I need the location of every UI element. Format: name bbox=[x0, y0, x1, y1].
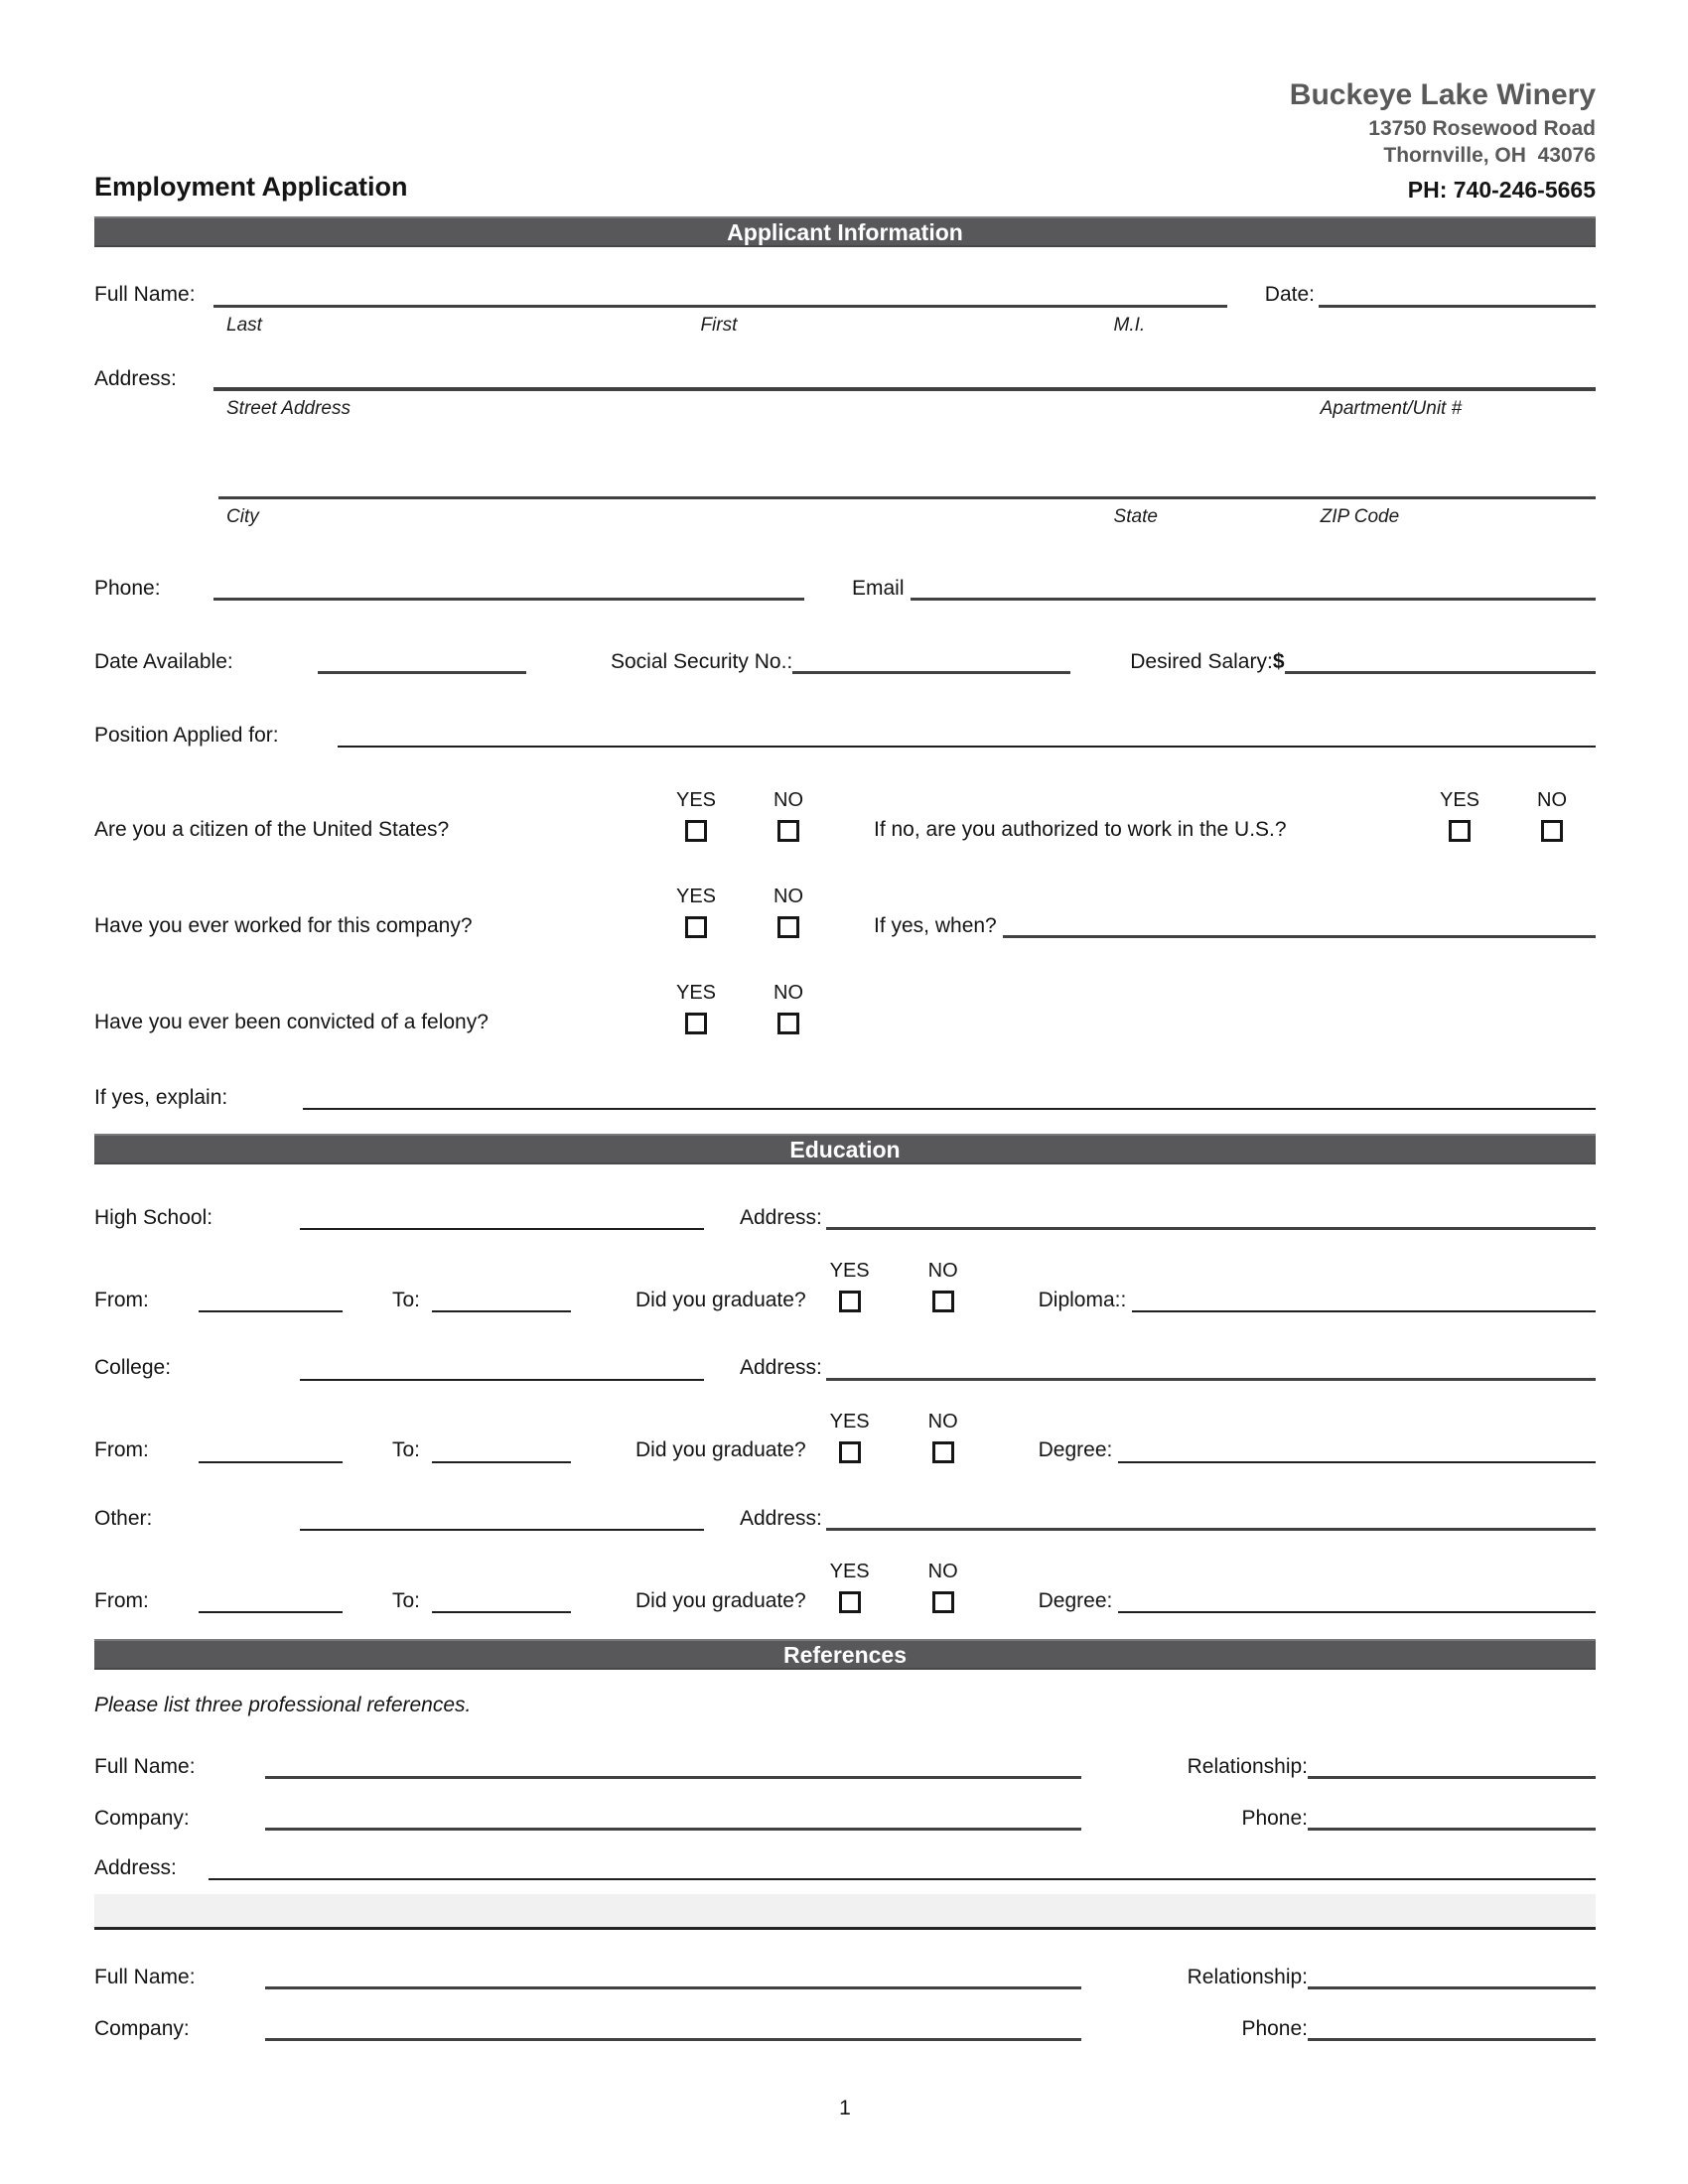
high-school-graduate-yes-checkbox[interactable] bbox=[839, 1291, 861, 1312]
reference-2-phone-label: Phone: bbox=[1241, 2017, 1308, 2041]
explain-input[interactable] bbox=[303, 1099, 1596, 1110]
authorized-no-option bbox=[1516, 789, 1588, 842]
company-name: Buckeye Lake Winery bbox=[1289, 78, 1596, 111]
reference-1-company-label: Company: bbox=[94, 1806, 190, 1830]
phone-label: Phone: bbox=[94, 576, 161, 600]
ssn-label: Social Security No.: bbox=[611, 649, 793, 673]
phone-input[interactable] bbox=[213, 590, 804, 601]
availability-row bbox=[94, 650, 1596, 674]
college-dates-row bbox=[94, 1411, 1596, 1463]
address-label: Address: bbox=[94, 366, 177, 390]
felony-question: Have you ever been convicted of a felony? bbox=[94, 1010, 489, 1033]
company-address-line1: 13750 Rosewood Road bbox=[1368, 116, 1596, 140]
desired-salary-label: Desired Salary:$ bbox=[1130, 649, 1285, 673]
high-school-dates-row bbox=[94, 1260, 1596, 1312]
felony-yes-checkbox[interactable] bbox=[685, 1013, 707, 1034]
reference-1-name-row bbox=[94, 1755, 1596, 1779]
email-input[interactable] bbox=[911, 590, 1596, 601]
college-graduate-no-option bbox=[908, 1411, 979, 1463]
street-address-input[interactable] bbox=[213, 380, 1596, 391]
high-school-to-label: To: bbox=[392, 1289, 421, 1312]
position-input[interactable] bbox=[338, 737, 1596, 748]
other-school-graduate-yes-option bbox=[814, 1561, 886, 1613]
reference-1-company-row bbox=[94, 1807, 1596, 1831]
high-school-diploma-label: Diploma:: bbox=[1038, 1289, 1127, 1312]
high-school-label: High School: bbox=[94, 1206, 213, 1230]
yes-label: YES bbox=[829, 1560, 870, 1582]
other-school-row bbox=[94, 1507, 1596, 1531]
authorized-question-group bbox=[874, 789, 1596, 842]
citizen-no-checkbox[interactable] bbox=[777, 820, 799, 842]
worked-before-no-checkbox[interactable] bbox=[777, 916, 799, 938]
college-from-label: From: bbox=[94, 1438, 149, 1462]
other-school-degree-label: Degree: bbox=[1038, 1588, 1113, 1612]
street-sublabels bbox=[218, 391, 1596, 423]
high-school-name-input[interactable] bbox=[300, 1219, 704, 1230]
citizen-question-row bbox=[94, 789, 1596, 842]
salary-currency-symbol: $ bbox=[1272, 649, 1285, 673]
company-block bbox=[1290, 75, 1596, 205]
worked-when-label: If yes, when? bbox=[874, 913, 997, 937]
high-school-row bbox=[94, 1206, 1596, 1230]
other-school-degree-input[interactable] bbox=[1118, 1602, 1596, 1613]
college-graduate-label: Did you graduate? bbox=[635, 1438, 806, 1462]
yes-label: YES bbox=[675, 886, 717, 908]
felony-no-option bbox=[753, 982, 824, 1034]
reference-1-relationship-label: Relationship: bbox=[1187, 1754, 1308, 1778]
full-name-row bbox=[94, 283, 1596, 307]
other-school-to-label: To: bbox=[392, 1588, 421, 1612]
citizen-yes-checkbox[interactable] bbox=[685, 820, 707, 842]
citizen-yes-option bbox=[660, 789, 732, 842]
yes-label: YES bbox=[1439, 789, 1480, 812]
reference-2-company-label: Company: bbox=[94, 2017, 190, 2041]
worked-when-group bbox=[874, 914, 1596, 938]
page-number: 1 bbox=[839, 2097, 851, 2120]
high-school-graduate-yes-option bbox=[814, 1260, 886, 1312]
reference-2-full-name-label: Full Name: bbox=[94, 1966, 196, 1989]
citizen-no-option bbox=[753, 789, 824, 842]
position-row bbox=[94, 724, 1596, 748]
other-school-dates-row bbox=[94, 1561, 1596, 1613]
reference-2-phone-input[interactable] bbox=[1308, 2030, 1596, 2041]
no-label: NO bbox=[774, 982, 803, 1005]
college-label: College: bbox=[94, 1356, 172, 1380]
yes-label: YES bbox=[829, 1260, 870, 1283]
college-degree-label: Degree: bbox=[1038, 1438, 1113, 1462]
reference-1-address-input-line2[interactable] bbox=[94, 1894, 1596, 1930]
no-label: NO bbox=[1537, 789, 1567, 812]
authorized-question: If no, are you authorized to work in the U.S.? bbox=[874, 818, 1287, 842]
college-graduate-yes-option bbox=[814, 1411, 886, 1463]
high-school-graduate-no-checkbox[interactable] bbox=[932, 1291, 954, 1312]
address-row bbox=[94, 367, 1596, 391]
reference-2-company-row bbox=[94, 2017, 1596, 2041]
high-school-graduate-no-option bbox=[908, 1260, 979, 1312]
other-school-graduate-yes-checkbox[interactable] bbox=[839, 1591, 861, 1613]
other-school-graduate-no-option bbox=[908, 1561, 979, 1613]
college-graduate-yes-checkbox[interactable] bbox=[839, 1441, 861, 1463]
city-state-zip-row bbox=[94, 488, 1596, 499]
high-school-from-input[interactable] bbox=[199, 1301, 343, 1312]
high-school-diploma-input[interactable] bbox=[1132, 1301, 1596, 1312]
college-address-input[interactable] bbox=[826, 1370, 1596, 1381]
first-name-sublabel: First bbox=[700, 314, 738, 336]
city-state-zip-input[interactable] bbox=[218, 488, 1596, 499]
worked-before-no-option bbox=[753, 886, 824, 938]
no-label: NO bbox=[774, 789, 803, 812]
college-address-label: Address: bbox=[740, 1356, 822, 1380]
worked-before-yes-option bbox=[660, 886, 732, 938]
other-school-graduate-no-checkbox[interactable] bbox=[932, 1591, 954, 1613]
phone-email-row bbox=[94, 577, 1596, 601]
other-school-graduate-label: Did you graduate? bbox=[635, 1588, 806, 1612]
explain-row bbox=[94, 1086, 1596, 1110]
college-graduate-no-checkbox[interactable] bbox=[932, 1441, 954, 1463]
middle-initial-sublabel: M.I. bbox=[1113, 314, 1146, 336]
reference-1-full-name-input[interactable] bbox=[265, 1768, 1081, 1779]
worked-before-yes-checkbox[interactable] bbox=[685, 916, 707, 938]
reference-1-company-input[interactable] bbox=[265, 1820, 1081, 1831]
reference-1-phone-label: Phone: bbox=[1241, 1806, 1308, 1830]
city-sublabel: City bbox=[226, 505, 259, 527]
reference-2-relationship-input[interactable] bbox=[1308, 1979, 1596, 1989]
position-label: Position Applied for: bbox=[94, 723, 279, 747]
worked-before-question: Have you ever worked for this company? bbox=[94, 913, 473, 937]
other-school-address-input[interactable] bbox=[826, 1520, 1596, 1531]
no-label: NO bbox=[927, 1410, 958, 1433]
state-sublabel: State bbox=[1113, 505, 1158, 527]
no-label: NO bbox=[927, 1560, 958, 1582]
date-input[interactable] bbox=[1319, 297, 1596, 308]
reference-2-relationship-label: Relationship: bbox=[1187, 1966, 1308, 1989]
authorized-yes-option bbox=[1424, 789, 1495, 842]
other-school-name-input[interactable] bbox=[300, 1520, 704, 1531]
desired-salary-input[interactable] bbox=[1285, 663, 1597, 674]
high-school-address-label: Address: bbox=[740, 1206, 822, 1230]
high-school-to-input[interactable] bbox=[432, 1301, 571, 1312]
felony-yes-option bbox=[660, 982, 732, 1034]
high-school-address-input[interactable] bbox=[826, 1219, 1596, 1230]
ssn-input[interactable] bbox=[792, 663, 1070, 674]
reference-2-full-name-input[interactable] bbox=[265, 1979, 1081, 1989]
yes-label: YES bbox=[675, 789, 717, 812]
explain-label: If yes, explain: bbox=[94, 1086, 228, 1110]
reference-1-phone-input[interactable] bbox=[1308, 1820, 1596, 1831]
apartment-sublabel: Apartment/Unit # bbox=[1320, 397, 1463, 419]
date-label: Date: bbox=[1264, 283, 1315, 307]
felony-question-row bbox=[94, 982, 1596, 1034]
last-name-sublabel: Last bbox=[226, 314, 262, 336]
other-school-label: Other: bbox=[94, 1506, 153, 1530]
section-bar-applicant-information: Applicant Information bbox=[94, 216, 1596, 247]
college-name-input[interactable] bbox=[300, 1370, 704, 1381]
other-school-address-label: Address: bbox=[740, 1506, 822, 1530]
reference-1-address-input[interactable] bbox=[209, 1869, 1596, 1880]
authorized-yes-checkbox[interactable] bbox=[1449, 820, 1471, 842]
reference-1-address-row bbox=[94, 1856, 1596, 1880]
high-school-graduate-label: Did you graduate? bbox=[635, 1289, 806, 1312]
references-note: Please list three professional references. bbox=[94, 1693, 472, 1716]
other-school-from-label: From: bbox=[94, 1588, 149, 1612]
reference-2-company-input[interactable] bbox=[265, 2030, 1081, 2041]
section-bar-education: Education bbox=[94, 1134, 1596, 1164]
college-to-label: To: bbox=[392, 1438, 421, 1462]
email-label: Email bbox=[852, 576, 905, 600]
company-phone: PH: 740-246-5665 bbox=[1407, 177, 1596, 204]
full-name-label: Full Name: bbox=[94, 283, 196, 307]
name-sublabels bbox=[218, 308, 1596, 340]
street-address-sublabel: Street Address bbox=[226, 397, 351, 419]
no-label: NO bbox=[774, 886, 803, 908]
reference-1-address-label: Address: bbox=[94, 1855, 177, 1879]
yes-label: YES bbox=[829, 1410, 870, 1433]
reference-2-name-row bbox=[94, 1966, 1596, 1989]
college-degree-input[interactable] bbox=[1118, 1452, 1596, 1463]
college-to-input[interactable] bbox=[432, 1452, 571, 1463]
page-header bbox=[94, 0, 1596, 205]
authorized-no-checkbox[interactable] bbox=[1541, 820, 1563, 842]
college-from-input[interactable] bbox=[199, 1452, 343, 1463]
zip-code-sublabel: ZIP Code bbox=[1320, 505, 1400, 527]
other-school-from-input[interactable] bbox=[199, 1602, 343, 1613]
city-sublabels bbox=[218, 499, 1596, 531]
company-address-line2: Thornville, OH 43076 bbox=[1383, 144, 1596, 168]
date-available-input[interactable] bbox=[318, 663, 526, 674]
section-bar-references: References bbox=[94, 1639, 1596, 1670]
reference-1-full-name-label: Full Name: bbox=[94, 1754, 196, 1778]
college-row bbox=[94, 1356, 1596, 1380]
reference-1-relationship-input[interactable] bbox=[1308, 1768, 1596, 1779]
date-available-label: Date Available: bbox=[94, 649, 233, 673]
felony-no-checkbox[interactable] bbox=[777, 1013, 799, 1034]
no-label: NO bbox=[927, 1260, 958, 1283]
full-name-input[interactable] bbox=[213, 297, 1227, 308]
worked-before-question-row bbox=[94, 886, 1596, 938]
worked-when-input[interactable] bbox=[1003, 927, 1596, 938]
other-school-to-input[interactable] bbox=[432, 1602, 571, 1613]
high-school-from-label: From: bbox=[94, 1289, 149, 1312]
yes-label: YES bbox=[675, 982, 717, 1005]
form-title: Employment Application bbox=[94, 172, 408, 203]
citizen-question: Are you a citizen of the United States? bbox=[94, 817, 450, 841]
